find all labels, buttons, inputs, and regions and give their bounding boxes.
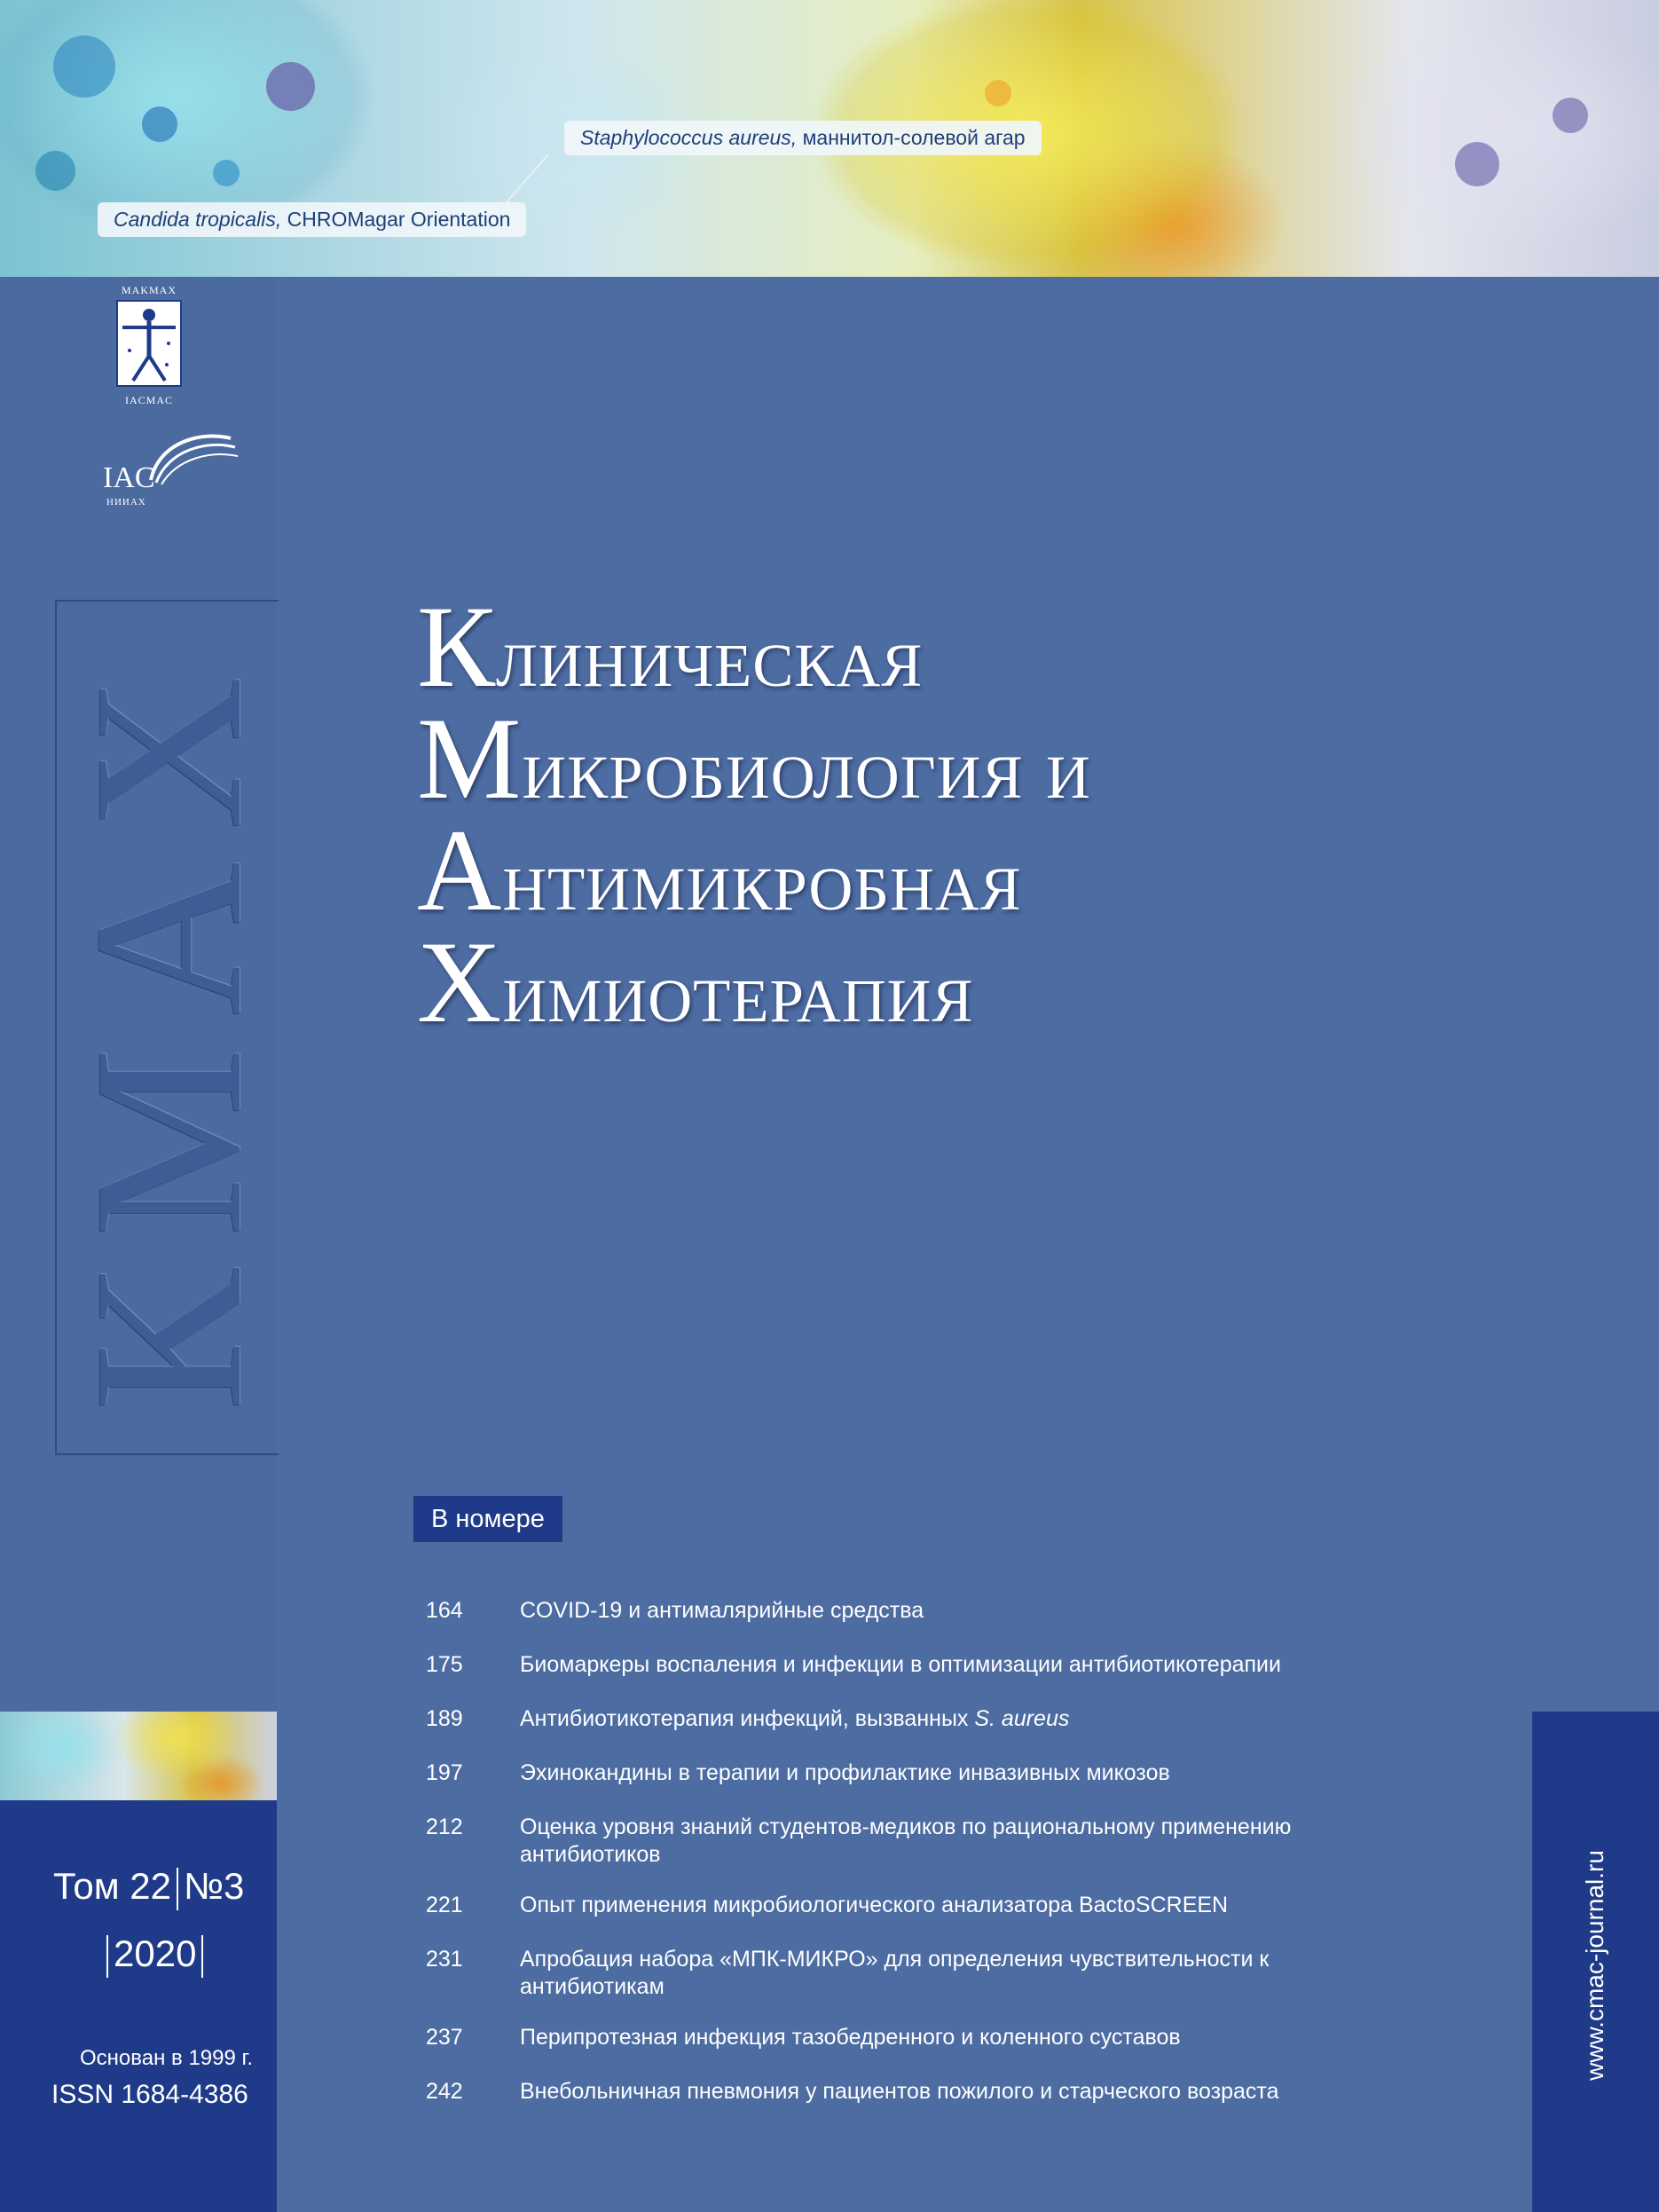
petri-dish-thumbnail	[0, 1712, 277, 1800]
colony-decoration	[213, 160, 240, 186]
title-line-3	[417, 805, 1091, 935]
spine-title: КМАХ	[50, 643, 286, 1412]
volume-label: Том 22	[53, 1865, 171, 1907]
toc-item[interactable]	[426, 1759, 1419, 1787]
journal-title	[417, 581, 1091, 1047]
caption-pointer-line	[497, 151, 550, 213]
candida-caption-medium: CHROMagar Orientation	[281, 208, 511, 231]
title-line-2-rest: икробиология и	[522, 721, 1091, 817]
toc-title: Апробация набора «МПК-МИКРО» для определения чувствительности к антибиотикам	[520, 1947, 1270, 1999]
issue-year-block	[101, 1933, 208, 1978]
year-separator-left	[106, 1935, 108, 1978]
toc-title: Эхинокандины в терапии и профилактике инвазивных микозов	[520, 1760, 1170, 1785]
table-of-contents	[426, 1597, 1419, 2132]
toc-page-number: 189	[426, 1706, 463, 1731]
toc-title: Биомаркеры воспаления и инфекции в оптимизации антибиотикотерапии	[520, 1652, 1281, 1677]
toc-title: Оценка уровня знаний студентов-медиков по рациональному применению антибиотиков	[520, 1814, 1292, 1867]
iacmac-logo	[105, 284, 193, 408]
colony-decoration	[1455, 142, 1499, 186]
toc-page-number: 242	[426, 2079, 463, 2104]
toc-page-number: 212	[426, 1814, 463, 1839]
iacmac-logo-bottom-text: IACMAC	[124, 394, 173, 406]
toc-item[interactable]	[426, 1651, 1419, 1679]
toc-item[interactable]	[426, 1892, 1419, 1919]
colony-decoration	[53, 35, 115, 98]
title-line-1	[417, 581, 1091, 712]
toc-item[interactable]	[426, 2078, 1419, 2106]
year-separator-right	[201, 1935, 203, 1978]
title-line-3-rest: нтимикробная	[502, 833, 1022, 929]
issue-number: №3	[184, 1865, 245, 1907]
colony-decoration	[985, 80, 1011, 106]
colony-decoration	[142, 106, 177, 142]
toc-title-italic: S. aureus	[974, 1706, 1070, 1731]
vitruvian-figure-icon	[105, 297, 193, 390]
issn: ISSN 1684-4386	[51, 2080, 248, 2109]
petri-dish-photo	[0, 0, 1659, 277]
iac-logo-text: IAC	[103, 461, 155, 494]
toc-item[interactable]	[426, 1814, 1419, 1869]
spine-title-frame	[50, 600, 286, 1455]
journal-website-link[interactable]: www.cmac-journal.ru	[1581, 1850, 1608, 2081]
candida-caption	[98, 202, 526, 237]
toc-page-number: 164	[426, 1598, 463, 1623]
staph-caption-species: Staphylococcus aureus,	[580, 126, 798, 149]
volume-number	[53, 1865, 244, 1910]
title-line-4	[417, 917, 1091, 1047]
toc-item[interactable]	[426, 1597, 1419, 1625]
colony-decoration	[35, 151, 75, 191]
toc-page-number: 175	[426, 1652, 463, 1677]
issue-year: 2020	[114, 1933, 197, 1974]
toc-title: Опыт применения микробиологического анализатора BactoSCREEN	[520, 1893, 1229, 1917]
founded-year: Основан в 1999 г.	[80, 2046, 253, 2070]
in-this-issue-badge: В номере	[413, 1496, 562, 1542]
colony-decoration	[266, 62, 315, 111]
title-line-2	[417, 693, 1091, 823]
toc-item[interactable]	[426, 2024, 1419, 2051]
toc-title: Перипротезная инфекция тазобедренного и коленного суставов	[520, 2025, 1181, 2050]
toc-item[interactable]	[426, 1705, 1419, 1733]
title-line-1-rest: линическая	[496, 610, 924, 705]
title-line-3-initial: А	[417, 805, 503, 935]
iac-logo-subtext: НИИАХ	[106, 497, 146, 508]
toc-title: Антибиотикотерапия инфекций, вызванных	[520, 1706, 975, 1731]
iacmac-logo-top-text: MAKMAX	[121, 284, 177, 296]
toc-page-number: 221	[426, 1893, 463, 1917]
toc-title: COVID-19 и антималярийные средства	[520, 1598, 924, 1623]
toc-title: Внебольничная пневмония у пациентов пожилого и старческого возраста	[520, 2079, 1279, 2104]
volume-separator	[177, 1868, 178, 1910]
title-line-1-initial: К	[417, 581, 497, 712]
toc-page-number: 231	[426, 1947, 463, 1972]
toc-item[interactable]	[426, 1946, 1419, 2001]
title-line-4-rest: имиотерапия	[502, 945, 974, 1041]
title-line-2-initial: М	[417, 693, 523, 823]
colony-decoration	[1553, 98, 1588, 133]
iac-logo	[98, 431, 240, 520]
candida-caption-species: Candida tropicalis,	[114, 208, 282, 231]
toc-page-number: 237	[426, 2025, 463, 2050]
title-line-4-initial: Х	[417, 917, 503, 1047]
issue-info-panel	[0, 1800, 277, 2212]
staph-caption-medium: маннитол-солевой агар	[797, 126, 1026, 149]
toc-page-number: 197	[426, 1760, 463, 1785]
staph-caption	[564, 121, 1042, 155]
